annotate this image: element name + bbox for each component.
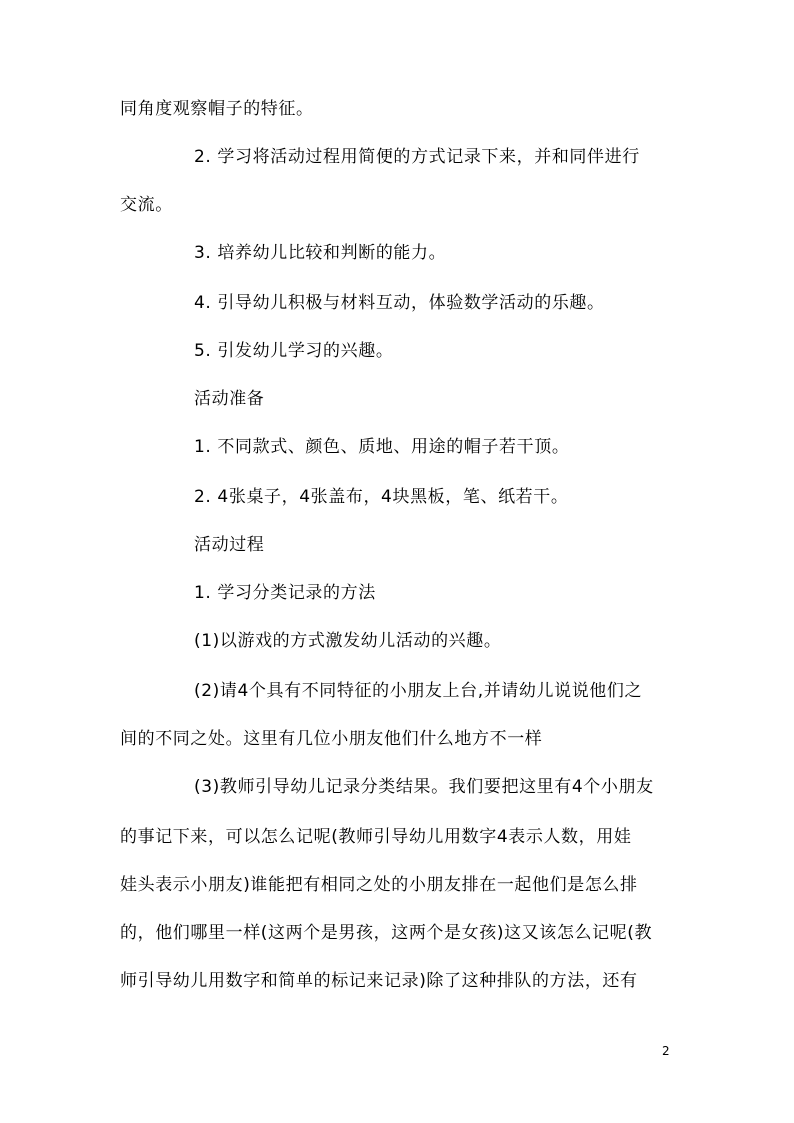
body-text-line: 1. 不同款式、颜色、质地、用途的帽子若干顶。 <box>194 437 570 457</box>
section-heading: 活动准备 <box>194 389 265 409</box>
body-text-line: 交流。 <box>120 195 173 215</box>
section-heading: 活动过程 <box>194 535 265 555</box>
body-text-line: 5. 引发幼儿学习的兴趣。 <box>194 341 394 361</box>
body-text-line: 的事记下来，可以怎么记呢(教师引导幼儿用数字4表示人数，用娃 <box>120 827 632 847</box>
body-text-line: 2. 4张桌子，4张盖布，4块黑板，笔、纸若干。 <box>194 487 569 507</box>
body-text-line: 间的不同之处。这里有几位小朋友他们什么地方不一样 <box>120 729 543 749</box>
body-text-line: 3. 培养幼儿比较和判断的能力。 <box>194 243 447 263</box>
body-text-line: 同角度观察帽子的特征。 <box>120 99 314 119</box>
body-text-line: 2. 学习将活动过程用简便的方式记录下来，并和同伴进行 <box>194 147 640 167</box>
body-text-line: 师引导幼儿用数字和简单的标记来记录)除了这种排队的方法，还有 <box>120 971 638 991</box>
body-text-line: 的，他们哪里一样(这两个是男孩，这两个是女孩)这又该怎么记呢(教 <box>120 923 653 943</box>
body-text-line: (2)请4个具有不同特征的小朋友上台,并请幼儿说说他们之 <box>194 681 643 701</box>
page-number: 2 <box>662 1044 670 1058</box>
body-text-line: 4. 引导幼儿积极与材料互动，体验数学活动的乐趣。 <box>194 293 605 313</box>
body-text-line: (1)以游戏的方式激发幼儿活动的兴趣。 <box>194 631 502 651</box>
body-text-line: 1. 学习分类记录的方法 <box>194 583 376 603</box>
body-text-line: (3)教师引导幼儿记录分类结果。我们要把这里有4个小朋友 <box>194 777 654 797</box>
body-text-line: 娃头表示小朋友)谁能把有相同之处的小朋友排在一起他们是怎么排 <box>120 875 638 895</box>
